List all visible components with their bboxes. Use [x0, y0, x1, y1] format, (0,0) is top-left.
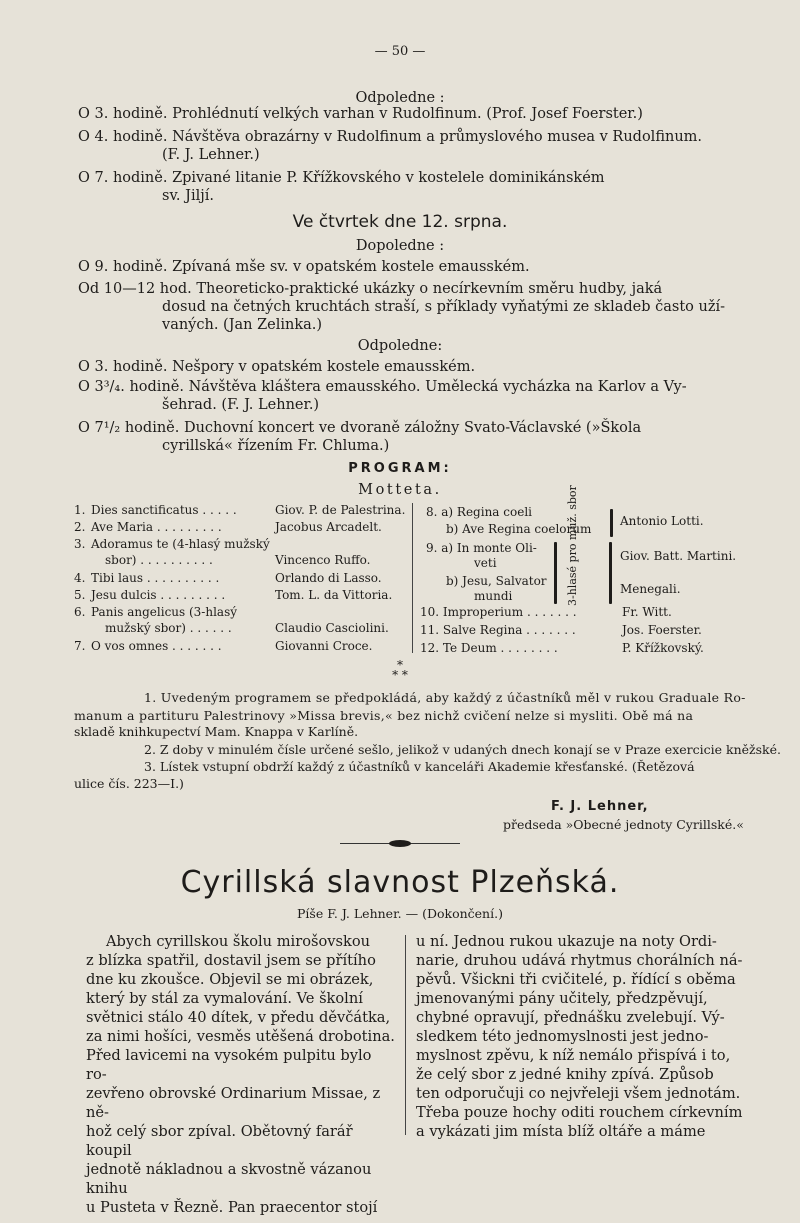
text-line: z blízka spatřil, dostavil jsem se přítího	[86, 952, 376, 969]
article-column-1	[86, 932, 396, 1217]
program-title: b) Ave Regina coelorum	[446, 522, 592, 536]
column-divider	[412, 503, 413, 653]
program-title: 12. Te Deum . . . . . . . .	[420, 641, 558, 655]
brace	[609, 542, 612, 604]
program-composer: Claudio Casciolini.	[275, 621, 389, 635]
day-heading: Ve čtvrtek dne 12. srpna.	[292, 212, 508, 232]
text-line: hož celý sbor zpíval. Obětovný farář koupil	[86, 1123, 353, 1159]
signature: F. J. Lehner,	[551, 799, 649, 814]
program-composer: Tom. L. da Vittoria.	[275, 588, 393, 602]
note-line: manum a partituru Palestrinovy »Missa brevis,« bez nichž cvičení nelze si mysliti. Obě má na	[74, 708, 694, 723]
program-title: O vos omnes . . . . . . .	[91, 639, 222, 653]
ornament	[389, 840, 411, 847]
schedule-line: O 4. hodině. Návštěva obrazárny v Rudolfinum a průmyslového musea v Rudolfinum.	[78, 129, 703, 145]
program-title: Tibi laus . . . . . . . . . .	[91, 571, 220, 585]
text-line: Abych cyrillskou školu mirošovskou	[106, 933, 371, 950]
program-composer: Jacobus Arcadelt.	[275, 520, 382, 534]
note-line: ulice čís. 223—I.)	[74, 776, 184, 791]
schedule-line: Od 10—12 hod. Theoreticko-praktické ukázky o necírkevním směru hudby, jaká	[78, 281, 663, 297]
text-line: který by stál za vymalování. Ve školní	[86, 990, 363, 1007]
note-line: 3. Lístek vstupní obdrží každý z účastníků v kanceláři Akademie křesťanské. (Řetězová	[144, 759, 695, 774]
note-line: 2. Z doby v minulém čísle určené sešlo, jelikož v udaných dnech konají se v Praze exercicie kněžské.	[144, 742, 781, 757]
text-line: Před lavicemi na vysokém pulpitu bylo ro-	[86, 1047, 372, 1083]
program-number: 1.	[74, 503, 86, 517]
schedule-line: O 3. hodině. Nešpory v opatském kostele emausském.	[78, 359, 476, 375]
signature-role: předseda »Obecné jednoty Cyrillské.«	[503, 817, 744, 832]
program-composer: Jos. Foerster.	[622, 623, 702, 637]
program-composer: Giovanni Croce.	[275, 639, 373, 653]
schedule-line-cont: šehrad. (F. J. Lehner.)	[162, 397, 320, 413]
text-line: za nimi hošíci, vesměs utěšená drobotina.	[86, 1028, 395, 1045]
text-line: jmenovanými pány učitely, předzpěvují,	[416, 990, 708, 1007]
program-subheading: Motteta.	[358, 482, 442, 498]
separator-stars: *	[397, 658, 403, 672]
schedule-line-cont: dosud na četných kruchtách straší, s příklady vyňatými ze skladeb často uží-	[162, 299, 726, 315]
program-title-cont: mundi	[474, 589, 513, 603]
program-title: Panis angelicus (3-hlasý	[91, 605, 238, 619]
program-composer: Giov. Batt. Martini.	[620, 549, 737, 563]
morning-heading: Dopoledne :	[355, 238, 445, 254]
column-divider	[405, 935, 406, 1135]
text-line: pěvů. Všickni tři cvičitelé, p. řídící s oběma	[416, 971, 736, 988]
schedule-line: O 9. hodině. Zpívaná mše sv. v opatském kostele emausském.	[78, 259, 530, 275]
program-number: 3.	[74, 537, 86, 551]
page-number: — 50 —	[374, 44, 426, 59]
program-title: 11. Salve Regina . . . . . . .	[420, 623, 576, 637]
schedule-line-cont: cyrillská« řízením Fr. Chluma.)	[162, 438, 390, 454]
article-byline: Píše F. J. Lehner. — (Dokončení.)	[297, 906, 503, 921]
program-composer: Menegali.	[620, 582, 681, 596]
program-title: 8. a) Regina coeli	[426, 505, 532, 519]
separator-stars: * *	[392, 668, 408, 682]
program-title: b) Jesu, Salvator	[446, 574, 547, 588]
program-number: 5.	[74, 588, 86, 602]
schedule-line-cont: vaných. (Jan Zelinka.)	[162, 317, 323, 333]
text-line: zevřeno obrovské Ordinarium Missae, z ně-	[86, 1085, 381, 1121]
program-composer: Giov. P. de Palestrina.	[275, 503, 406, 517]
text-line: u ní. Jednou rukou ukazuje na noty Ordi-	[416, 933, 717, 950]
text-line: Třeba pouze hochy oditi rouchem církevním	[416, 1104, 743, 1121]
program-title: 10. Improperium . . . . . . .	[420, 605, 577, 619]
program-number: 4.	[74, 571, 86, 585]
schedule-line: O 3. hodině. Prohlédnutí velkých varhan v Rudolfinum. (Prof. Josef Foerster.)	[78, 106, 643, 122]
text-line: narie, druhou udává rhytmus chorálních ná-	[416, 952, 743, 969]
text-line: ten odporučuji co nejvřeleji všem jednotám.	[416, 1085, 741, 1102]
schedule-line: O 7. hodině. Zpivané litanie P. Křížkovského v kostelele dominikánském	[78, 170, 605, 186]
afternoon-heading: Odpoledne :	[355, 90, 445, 106]
program-composer: Orlando di Lasso.	[275, 571, 382, 585]
program-number: 6.	[74, 605, 86, 619]
text-line: světnici stálo 40 dítek, v předu děvčátka,	[86, 1009, 391, 1026]
program-composer: Antonio Lotti.	[620, 514, 704, 528]
text-line: a vykázati jim místa blíž oltáře a máme	[416, 1123, 706, 1140]
text-line: sledkem této jednomyslnosti jest jedno-	[416, 1028, 709, 1045]
brace	[554, 542, 557, 604]
brace	[610, 509, 613, 537]
program-title: Jesu dulcis . . . . . . . . .	[91, 588, 226, 602]
program-composer: Vincenco Ruffo.	[275, 553, 371, 567]
article-column-2	[416, 932, 746, 1141]
program-title-cont: sbor) . . . . . . . . . .	[105, 553, 213, 567]
note-line: skladě knihkupectví Mam. Knappa v Karlíně.	[74, 724, 359, 739]
text-line: jednotě nákladnou a skvostně vázanou knihu	[86, 1161, 372, 1197]
schedule-line: O 7¹/₂ hodině. Duchovní koncert ve dvoraně záložny Svato-Václavské (»Škola	[78, 420, 642, 436]
afternoon-heading: Odpoledne:	[357, 338, 443, 354]
note-line: 1. Uvedeným programem se předpokládá, aby každý z účastníků měl v rukou Graduale Ro-	[144, 690, 746, 705]
text-line: u Pusteta v Řezně. Pan praecentor stojí	[86, 1199, 378, 1216]
program-composer: P. Křížkovský.	[622, 641, 704, 655]
program-number: 7.	[74, 639, 86, 653]
schedule-line-cont: (F. J. Lehner.)	[162, 147, 260, 163]
text-line: dne ku zkoušce. Objevil se mi obrázek,	[86, 971, 374, 988]
schedule-line: O 3³/₄. hodině. Návštěva kláštera emausského. Umělecká vycházka na Karlov a Vy-	[78, 379, 687, 395]
program-title: Ave Maria . . . . . . . . .	[91, 520, 222, 534]
text-line: myslnost zpěvu, k níž nemálo přispívá i to,	[416, 1047, 731, 1064]
voice-note: 3-hlasé pro muž. sbor	[566, 485, 579, 606]
program-title: Adoramus te (4-hlasý mužský	[91, 537, 270, 551]
program-number: 2.	[74, 520, 86, 534]
program-title: Dies sanctificatus . . . . .	[91, 503, 237, 517]
program-title: 9. a) In monte Oli-	[426, 541, 537, 555]
text-line: že celý sbor z jedné knihy zpívá. Způsob	[416, 1066, 714, 1083]
program-title-cont: veti	[474, 556, 497, 570]
article-title: Cyrillská slavnost Plzeňská.	[180, 865, 620, 900]
schedule-line-cont: sv. Jiljí.	[162, 188, 214, 204]
program-composer: Fr. Witt.	[622, 605, 672, 619]
program-heading: PROGRAM:	[348, 461, 452, 476]
program-title-cont: mužský sbor) . . . . . .	[105, 621, 232, 635]
text-line: chybné opravují, přednášku zvelebují. Vý-	[416, 1009, 725, 1026]
